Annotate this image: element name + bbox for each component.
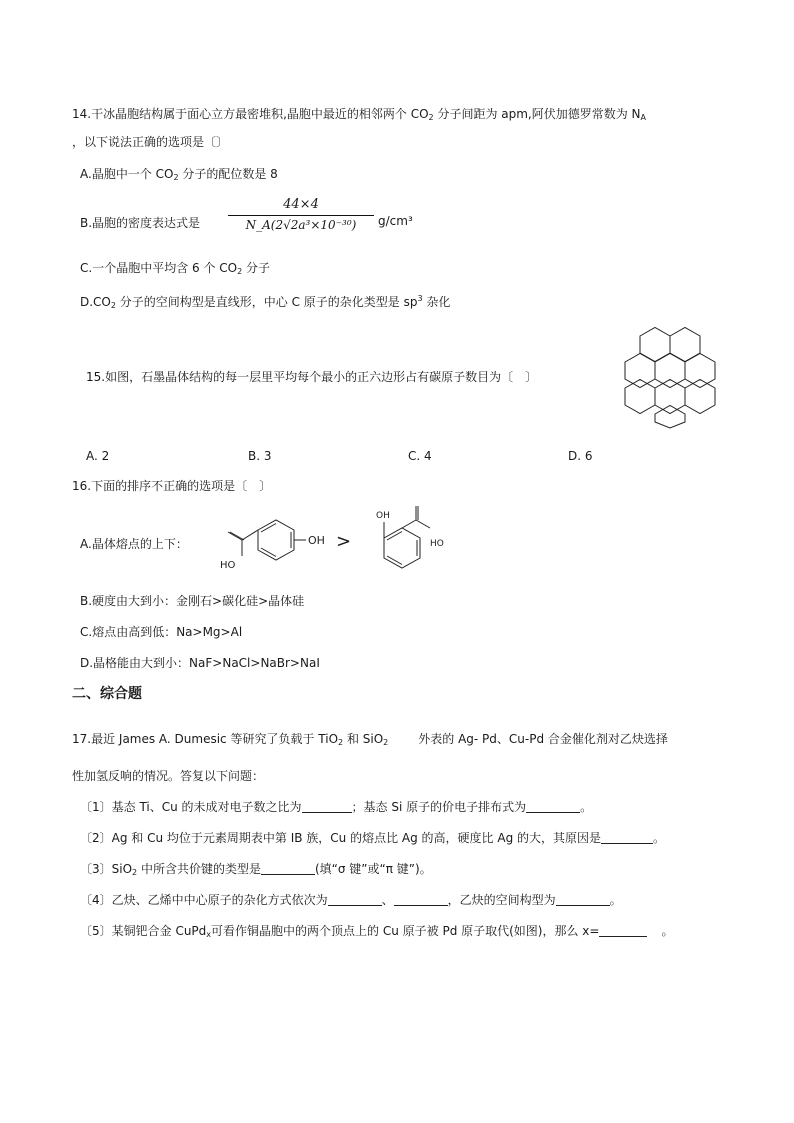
q17-part-4-end: 。 — [609, 893, 622, 907]
q14-option-a-text-2: 分子的配位数是 8 — [178, 167, 278, 181]
q14-stem-text-2: 分子间距为 apm,阿伏加德罗常数为 N — [433, 107, 641, 121]
q17-part-4-sep: 、 — [381, 893, 394, 907]
q14-fraction-denominator: N_A(2√2a³×10⁻³⁰) — [245, 218, 357, 232]
q17-part-1-end: 。 — [580, 800, 593, 814]
q17-part-3-blank[interactable] — [261, 862, 315, 875]
q17-part-1-text: 〔1〕基态 Ti、Cu 的未成对电子数之比为 — [80, 800, 302, 814]
q14-option-c-text: C.一个晶胞中平均含 6 个 CO — [80, 261, 238, 275]
mol2-oh-label: OH — [376, 511, 390, 521]
q17-part-4-text-2: ，乙炔的空间构型为 — [447, 893, 556, 907]
q17-part-3-text-3: (填“σ 键”或“π 键”)。 — [314, 862, 432, 876]
q14-co2-subscript: 2 — [428, 113, 434, 122]
q17-part-2-text: 〔2〕Ag 和 Cu 均位于元素周期表中第 IB 族，Cu 的熔点比 Ag 的高，硬度比 Ag 的大，其原因是 — [80, 831, 602, 845]
q14-stem-line1 — [72, 106, 646, 126]
graphite-hexagon-figure — [612, 322, 724, 430]
q16-option-c: C.熔点由高到低：Na>Mg>Al — [80, 625, 243, 639]
q17-part-5-blank[interactable] — [599, 924, 647, 937]
q17-part-4-blank-3[interactable] — [556, 893, 610, 906]
q15-option-b: B. 3 — [248, 449, 272, 463]
q17-stem-line2: 性加氢反响的情况。答复以下问题： — [72, 769, 265, 783]
hexagon-bottom-center — [655, 380, 685, 414]
q15-option-a: A. 2 — [86, 449, 110, 463]
hexagon-bottom-right — [685, 380, 715, 414]
q14-stem-text: 14.干冰晶胞结构属于面心立方最密堆积,晶胞中最近的相邻两个 CO — [72, 107, 429, 121]
q15-option-c: C. 4 — [408, 449, 432, 463]
hexagon-lowest — [655, 406, 685, 429]
q17-part-3-text-2: 中所含共价键的类型是 — [137, 862, 261, 876]
mol2-ho-label: HO — [430, 539, 444, 549]
q17-part-5-end: 。 — [661, 924, 674, 938]
hexagon-bottom-left — [625, 380, 655, 414]
q17-part-4-text: 〔4〕乙炔、乙烯中中心原子的杂化方式依次为 — [80, 893, 328, 907]
q14-density-fraction — [228, 196, 374, 234]
q17-part-5 — [80, 923, 673, 943]
mol1-oh-label: OH — [308, 534, 325, 547]
q16-option-d: D.晶格能由大到小：NaF>NaCl>NaBr>NaI — [80, 656, 320, 670]
q14-density-unit: g/cm³ — [378, 214, 413, 228]
q17-part-5-text: 〔5〕某铜钯合金 CuPd — [80, 924, 207, 938]
q17-part-2 — [80, 830, 665, 846]
q14-option-d-text-2: 分子的空间构型是直线形，中心 C 原子的杂化类型是 sp — [115, 295, 418, 309]
q17-part-1-blank-2[interactable] — [526, 800, 580, 813]
q17-part-3-subscript: 2 — [132, 868, 138, 877]
section-heading: 二、综合题 — [72, 686, 142, 702]
q16-option-a-label: A.晶体熔点的上下： — [80, 537, 188, 551]
q14-na-subscript: A — [640, 113, 647, 122]
q14-option-d-text: D.CO — [80, 295, 111, 309]
q16-option-b: B.硬度由大到小：金刚石>碳化硅>晶体硅 — [80, 594, 305, 608]
q17-part-4 — [80, 892, 622, 908]
q17-part-4-blank-2[interactable] — [394, 893, 448, 906]
q17-part-5-text-2: 可看作铜晶胞中的两个顶点上的 Cu 原子被 Pd 原子取代(如图)，那么 x= — [211, 924, 600, 938]
q17-part-3-text: 〔3〕SiO — [80, 862, 133, 876]
para-hydroxybenzoic-acid-structure — [206, 506, 332, 578]
q14-option-a-text: A.晶胞中一个 CO — [80, 167, 174, 181]
q14-option-d — [80, 291, 450, 314]
q17-stem-text: 17.最近 James A. Dumesic 等研究了负载于 TiO — [72, 732, 339, 746]
q14-option-d-superscript: 3 — [417, 294, 423, 303]
q14-option-a — [80, 166, 278, 186]
q14-fraction-numerator: 44×4 — [283, 197, 319, 212]
benzene-ring-1 — [258, 520, 294, 560]
q14-option-c-text-2: 分子 — [242, 261, 271, 275]
q14-option-c — [80, 260, 270, 280]
q15-stem: 15.如图，石墨晶体结构的每一层里平均每个最小的正六边形占有碳原子数目为〔 〕 — [86, 370, 538, 384]
q17-part-3 — [80, 861, 432, 881]
q17-part-4-blank-1[interactable] — [328, 893, 382, 906]
q17-sio2-subscript: 2 — [383, 738, 389, 747]
q15-option-d: D. 6 — [568, 449, 593, 463]
q17-part-1-blank-1[interactable] — [302, 800, 352, 813]
q14-option-d-subscript: 2 — [110, 301, 116, 310]
benzene-ring-2 — [384, 528, 420, 568]
q17-stem-text-3: 外表的 Ag- Pd、Cu-Pd 合金催化剂对乙炔选择 — [418, 732, 668, 746]
q17-tio2-subscript: 2 — [338, 738, 344, 747]
q17-stem-line1 — [72, 731, 668, 751]
q16-greater-than-sign: > — [336, 531, 352, 552]
salicylic-acid-structure — [354, 500, 454, 584]
q14-option-d-text-3: 杂化 — [422, 295, 451, 309]
q17-part-2-end: 。 — [653, 831, 666, 845]
q16-stem: 16.下面的排序不正确的选项是〔 〕 — [72, 479, 272, 493]
q14-option-a-subscript: 2 — [173, 173, 179, 182]
q14-stem-line2: ，以下说法正确的选项是〔〕 — [72, 135, 229, 149]
q17-part-2-blank[interactable] — [601, 831, 653, 844]
q14-option-c-subscript: 2 — [237, 267, 243, 276]
q17-part-5-subscript: x — [206, 930, 212, 939]
q17-part-1-text-2: ；基态 Si 原子的价电子排布式为 — [351, 800, 527, 814]
q17-part-1 — [80, 799, 592, 815]
q17-stem-text-2: 和 SiO — [343, 732, 384, 746]
mol1-ho-label: HO — [220, 560, 236, 571]
q14-option-b-label: B.晶胞的密度表达式是 — [80, 216, 201, 230]
